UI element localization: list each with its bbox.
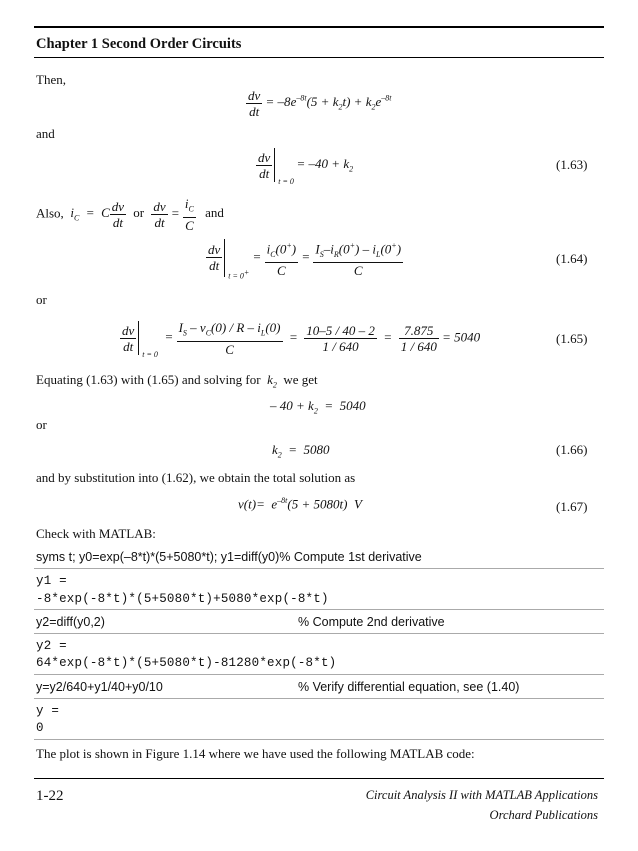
e165-denominator-2: 1 / 640 [400, 338, 437, 354]
text-or-1: or [36, 292, 47, 307]
code-divider-2 [34, 609, 604, 610]
equation-number-1-63: (1.63) [556, 157, 588, 172]
equation-1-65: $\frac{dv}{dt}$ t = 0 = $\frac{I_S - v_C(0) / R - i_L(0)}{C}$ = $\frac{10-5 / 40 - 2}{1 / 640}$ = $\frac{7.875}{1 / 640}$ = 5040 [122, 320, 481, 360]
page-number: 1-22 [36, 788, 64, 804]
text-or-2: or [36, 417, 47, 432]
text-equating: Equating (1.63) with (1.65) and solving for [36, 372, 261, 387]
equation-dv-dt: $\frac{dv}{dt}$ = $-8e^{-8t}(5 + k_2t) + k_2e^{-8t}$ [248, 88, 392, 119]
output-y-label: y = [36, 704, 60, 718]
text-substitution: and by substitution into (1.62), we obtain the total solution as [36, 470, 356, 485]
code-divider-4 [34, 674, 604, 675]
header-top-rule [34, 26, 604, 28]
code-line-2-comment: % Compute 2nd derivative [298, 615, 445, 629]
text-or-word: or [133, 205, 145, 221]
equation-1-67: $v(t)= e^{-8t}(5 + 5080t)$ V [238, 496, 362, 512]
equation-1-63: $\frac{dv}{dt}$ t = 0 = $-40 + k_2$ [258, 149, 354, 186]
output-y1-value: -8*exp(-8*t)*(5+5080*t)+5080*exp(-8*t) [36, 592, 329, 606]
code-divider-6 [34, 739, 604, 740]
equation-number-1-66: (1.66) [556, 442, 588, 457]
code-line-3-command: y=y2/640+y1/40+y0/10 [36, 680, 163, 694]
fraction-dv-dt: $\frac{dv}{dt}$ [248, 88, 261, 119]
footer-publisher: Orchard Publications [489, 808, 598, 822]
code-line-2-command: y2=diff(y0,2) [36, 615, 105, 629]
text-we-get: we get [283, 372, 318, 387]
text-check-matlab: Check with MATLAB: [36, 526, 156, 541]
page-title: Chapter 1 Second Order Circuits [36, 36, 242, 52]
e165-result: = 5040 [442, 329, 481, 345]
fraction-dv-dt-3: $\frac{dv}{dt}$ [153, 198, 166, 230]
equation-1-66: $k_2 = 5080$ [272, 442, 330, 460]
code-divider-3 [34, 633, 604, 634]
equation-1-64: $\frac{dv}{dt}$ t = 0+ = $\frac{i_C(0^+)}{C}$ = $\frac{I_S-i_R(0^+) - i_L(0^+)}{C}$ [206, 238, 403, 278]
header-bottom-rule [34, 57, 604, 58]
text-plot-description: The plot is shown in Figure 1.14 where we have used the following MATLAB code: [36, 746, 475, 761]
footer-book-title: Circuit Analysis II with MATLAB Applications [365, 788, 598, 802]
code-line-1-command: syms t; y0=exp(–8*t)*(5+5080*t); y1=diff(y0) [36, 550, 280, 564]
text-also: Also, [36, 205, 64, 221]
output-y2-label: y2 = [36, 639, 67, 653]
code-line-1 [36, 550, 422, 564]
e165-numerator-1: 10–5 / 40 – 2 [306, 322, 375, 338]
text-also-line: Also, $i_C = C$ $\frac{dv}{dt}$ or $\frac{dv}{dt}$ = $\frac{i_C}{C}$ and [36, 196, 224, 233]
output-y-value: 0 [36, 721, 44, 735]
code-divider-1 [34, 568, 604, 569]
e165-numerator-2: 7.875 [399, 323, 439, 339]
text-and-1: and [36, 126, 55, 141]
code-line-3-comment: % Verify differential equation, see (1.40) [298, 680, 520, 694]
fraction-ic-c: $\frac{i_C}{C}$ [184, 196, 194, 233]
footer-rule [34, 778, 604, 779]
equation-number-1-64: (1.64) [556, 251, 588, 266]
code-line-1-comment: % Compute 1st derivative [279, 550, 422, 564]
equation-number-1-65: (1.65) [556, 331, 588, 346]
code-divider-5 [34, 698, 604, 699]
e165-denominator-1: 1 / 640 [322, 338, 359, 354]
text-equating-line: Equating (1.63) with (1.65) and solving for $k_2$ we get [36, 372, 318, 390]
text-then: Then, [36, 72, 66, 87]
fraction-dv-dt-2: $\frac{dv}{dt}$ [111, 198, 125, 230]
equation-k2-first: – $40 + k_2 = 5040$ [270, 398, 366, 416]
output-y2-value: 64*exp(-8*t)*(5+5080*t)-81280*exp(-8*t) [36, 656, 337, 670]
output-y1-label: y1 = [36, 574, 67, 588]
equation-number-1-67: (1.67) [556, 499, 588, 514]
text-and-2: and [205, 205, 224, 221]
